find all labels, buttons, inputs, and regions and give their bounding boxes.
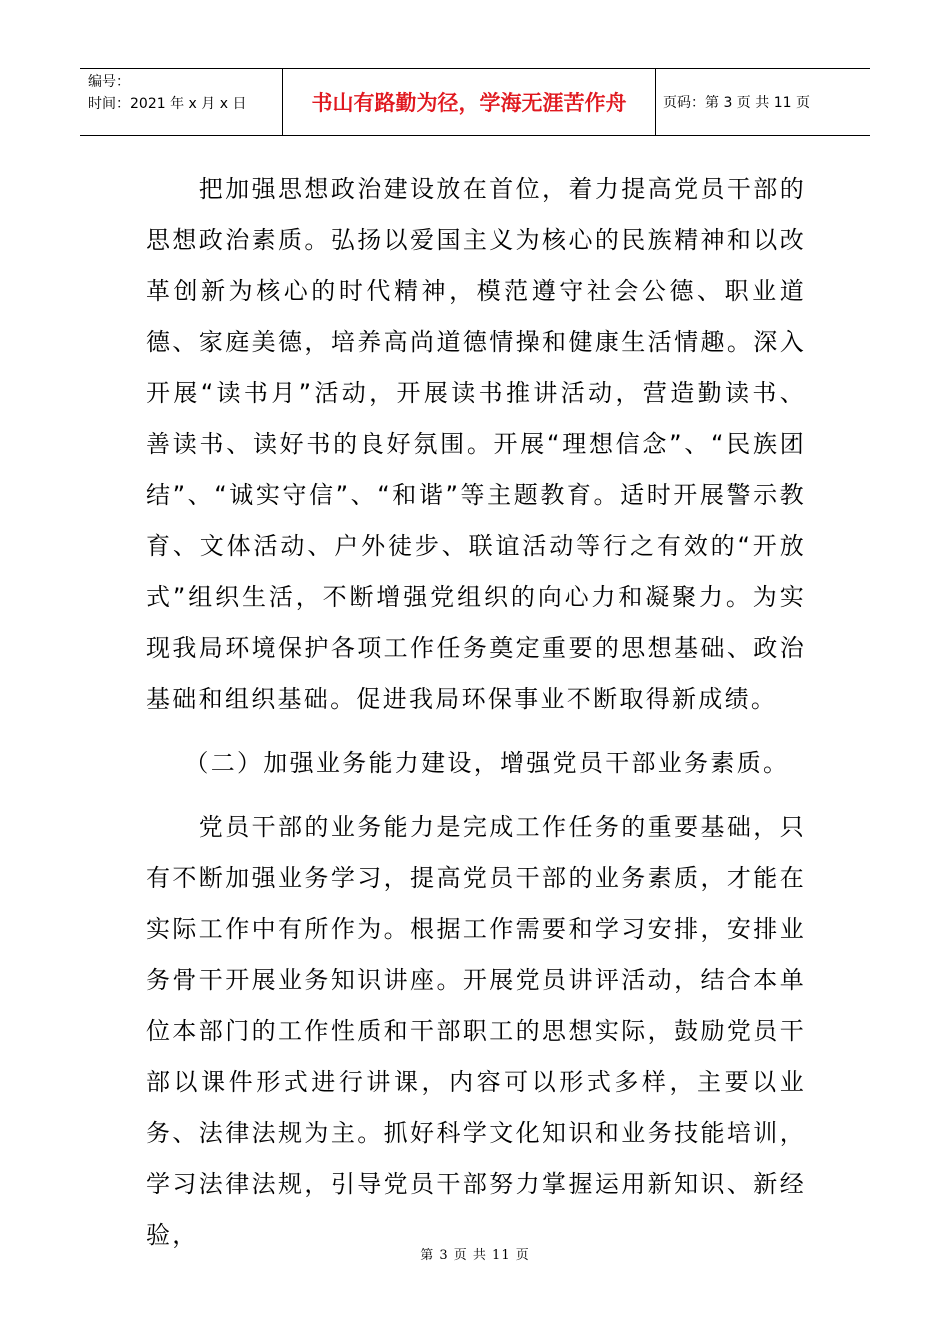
- document-body: [146, 164, 806, 1261]
- paragraph-business: 党员干部的业务能力是完成工作任务的重要基础，只有不断加强业务学习，提高党员干部的业务素质，才能在实际工作中有所作为。根据工作需要和学习安排，安排业务骨干开展业务知识讲座。开展党员讲评活动，结合本单位本部门的工作性质和干部职工的思想实际，鼓励党员干部以课件形式进行讲课，内容可以形式多样，主要以业务、法律法规为主。抓好科学文化知识和业务技能培训，学习法律法规，引导党员干部努力掌握运用新知识、新经验，: [146, 813, 806, 1249]
- header-motto: 书山有路勤为径，学海无涯苦作舟: [283, 69, 656, 135]
- number-label: 编号：: [88, 74, 130, 90]
- document-header: [80, 68, 870, 136]
- paragraph-ideology: 把加强思想政治建设放在首位，着力提高党员干部的思想政治素质。弘扬以爱国主义为核心的民族精神和以改革创新为核心的时代精神，模范遵守社会公德、职业道德、家庭美德，培养高尚道德情操和健康生活情趣。深入开展“读书月”活动，开展读书推讲活动，营造勤读书、善读书、读好书的良好氛围。开展“理想信念”、“民族团结”、“诚实守信”、“和谐”等主题教育。适时开展警示教育、文体活动、户外徒步、联谊活动等行之有效的“开放式”组织生活，不断增强党组织的向心力和凝聚力。为实现我局环境保护各项工作任务奠定重要的思想基础、政治基础和组织基础。促进我局环保事业不断取得新成绩。: [146, 175, 806, 713]
- header-meta: [80, 69, 283, 135]
- header-page-info: 页码：第 3 页 共 11 页: [663, 95, 810, 111]
- section-heading-2: （二）加强业务能力建设，增强党员干部业务素质。: [184, 749, 790, 777]
- time-label: 时间：2021 年 x 月 x 日: [88, 96, 247, 112]
- page-footer: 第 3 页 共 11 页: [420, 1248, 530, 1263]
